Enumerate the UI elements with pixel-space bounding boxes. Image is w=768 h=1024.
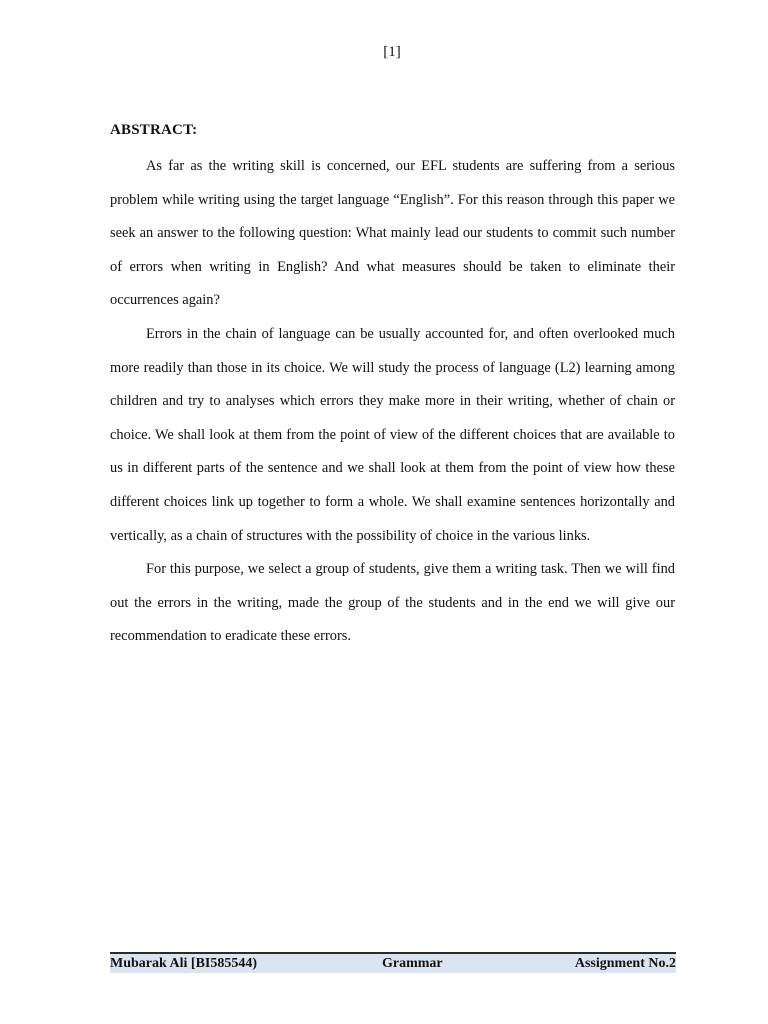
abstract-paragraph: Errors in the chain of language can be usually accounted for, and often overlooked much more readily than those in its choice. We will study the process of language (L2) learning among children and try to analyses which errors they make more in their writing, whether of chain or choice. We shall look at them from the point of view of the different choices that are available to us in different parts of the sentence and we shall look at them from the point of view how these different choices link up together to form a whole. We shall examine sentences horizontally and vertically, as a chain of structures with the possibility of choice in the various links. (110, 325, 675, 544)
footer-subject: Grammar (382, 955, 443, 971)
footer-author: Mubarak Ali [BI585544) (110, 955, 258, 971)
page-footer (110, 952, 676, 973)
abstract-paragraph: For this purpose, we select a group of students, give them a writing task. Then we will find out the errors in the writing, made the group of the students and in the end we will give our recommendation to eradicate these errors. (110, 561, 675, 645)
abstract-heading: ABSTRACT: (110, 122, 198, 138)
page-number: [1] (383, 44, 401, 60)
abstract-section (110, 118, 675, 654)
abstract-paragraph: As far as the writing skill is concerned, our EFL students are suffering from a serious problem while writing using the target language “English”. For this reason through this paper we seek an answer to the following question: What mainly lead our students to commit such number of errors when writing in English? And what measures should be taken to eliminate their occurrences again? (110, 158, 675, 309)
footer-assignment: Assignment No.2 (574, 955, 676, 971)
